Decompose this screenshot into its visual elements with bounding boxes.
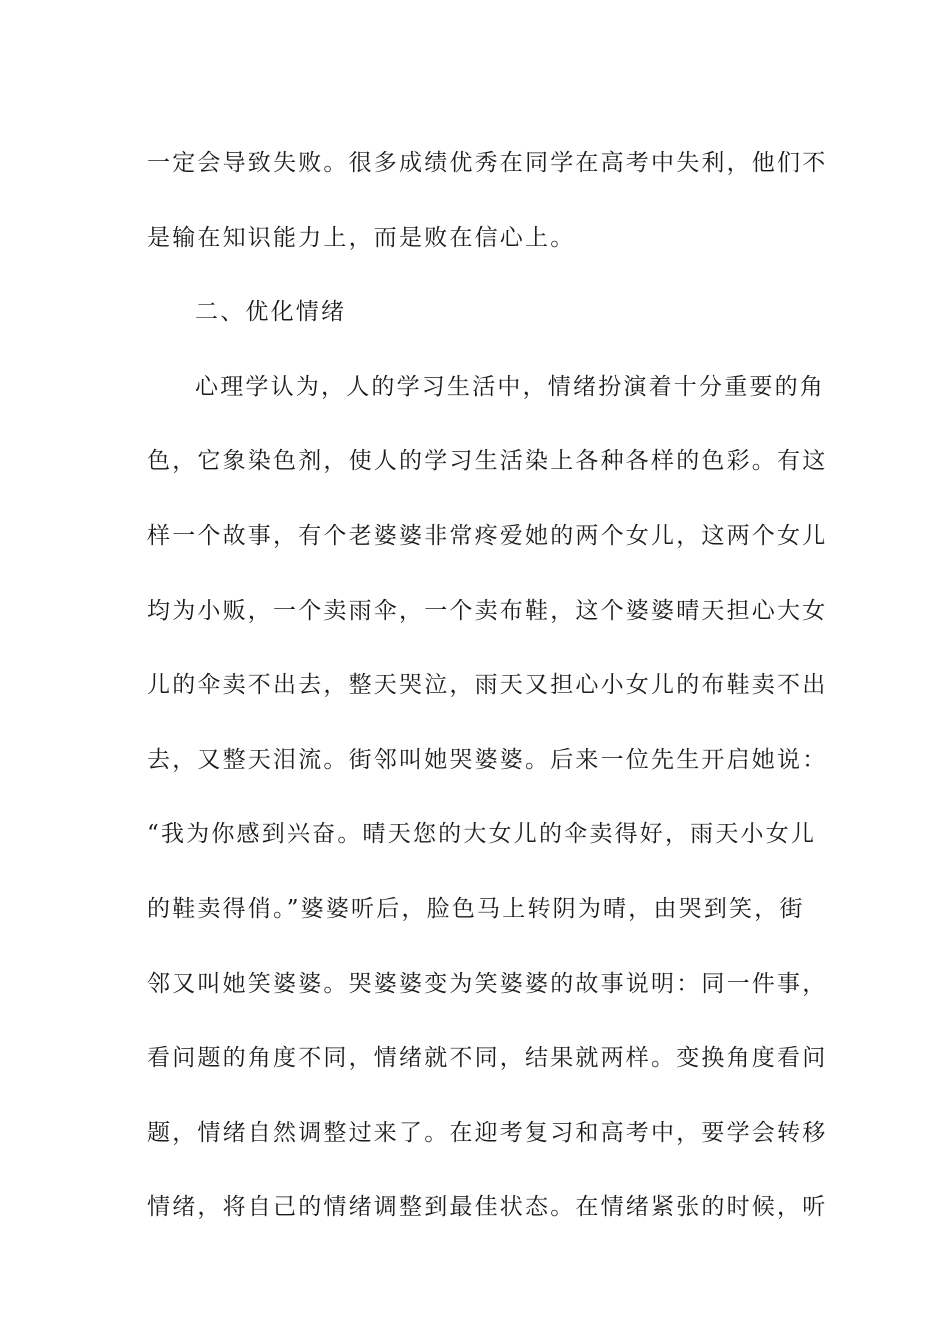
text-line: 题，情绪自然调整过来了。在迎考复习和高考中，要学会转移 bbox=[147, 1119, 828, 1146]
document-body bbox=[147, 126, 828, 1245]
text-line: 是输在知识能力上，而是败在信心上。 bbox=[147, 224, 576, 251]
text-line: 儿的伞卖不出去，整天哭泣，雨天又担心小女儿的布鞋卖不出 bbox=[147, 672, 828, 699]
text-line: 均为小贩，一个卖雨伞，一个卖布鞋，这个婆婆晴天担心大女 bbox=[147, 597, 828, 624]
text-line: 看问题的角度不同，情绪就不同，结果就两样。变换角度看问 bbox=[147, 1045, 828, 1072]
paragraph-first-line: 心理学认为，人的学习生活中，情绪扮演着十分重要的角 bbox=[195, 373, 825, 400]
text-line: 去，又整天泪流。街邻叫她哭婆婆。后来一位先生开启她说： bbox=[147, 746, 828, 773]
text-line: 一定会导致失败。很多成绩优秀在同学在高考中失利，他们不 bbox=[147, 150, 828, 176]
text-line: 样一个故事，有个老婆婆非常疼爱她的两个女儿，这两个女儿 bbox=[147, 522, 828, 549]
text-line: 色，它象染色剂，使人的学习生活染上各种各样的色彩。有这 bbox=[147, 448, 828, 475]
text-line: 的鞋卖得俏。”婆婆听后，脸色马上转阴为晴，由哭到笑，街 bbox=[147, 895, 805, 922]
text-line: 邻又叫她笑婆婆。哭婆婆变为笑婆婆的故事说明：同一件事， bbox=[147, 970, 828, 997]
section-heading: 二、优化情绪 bbox=[195, 299, 347, 326]
text-line: “我为你感到兴奋。晴天您的大女儿的伞卖得好，雨天小女儿 bbox=[147, 821, 817, 848]
text-line: 情绪，将自己的情绪调整到最佳状态。在情绪紧张的时候，听 bbox=[147, 1194, 828, 1221]
